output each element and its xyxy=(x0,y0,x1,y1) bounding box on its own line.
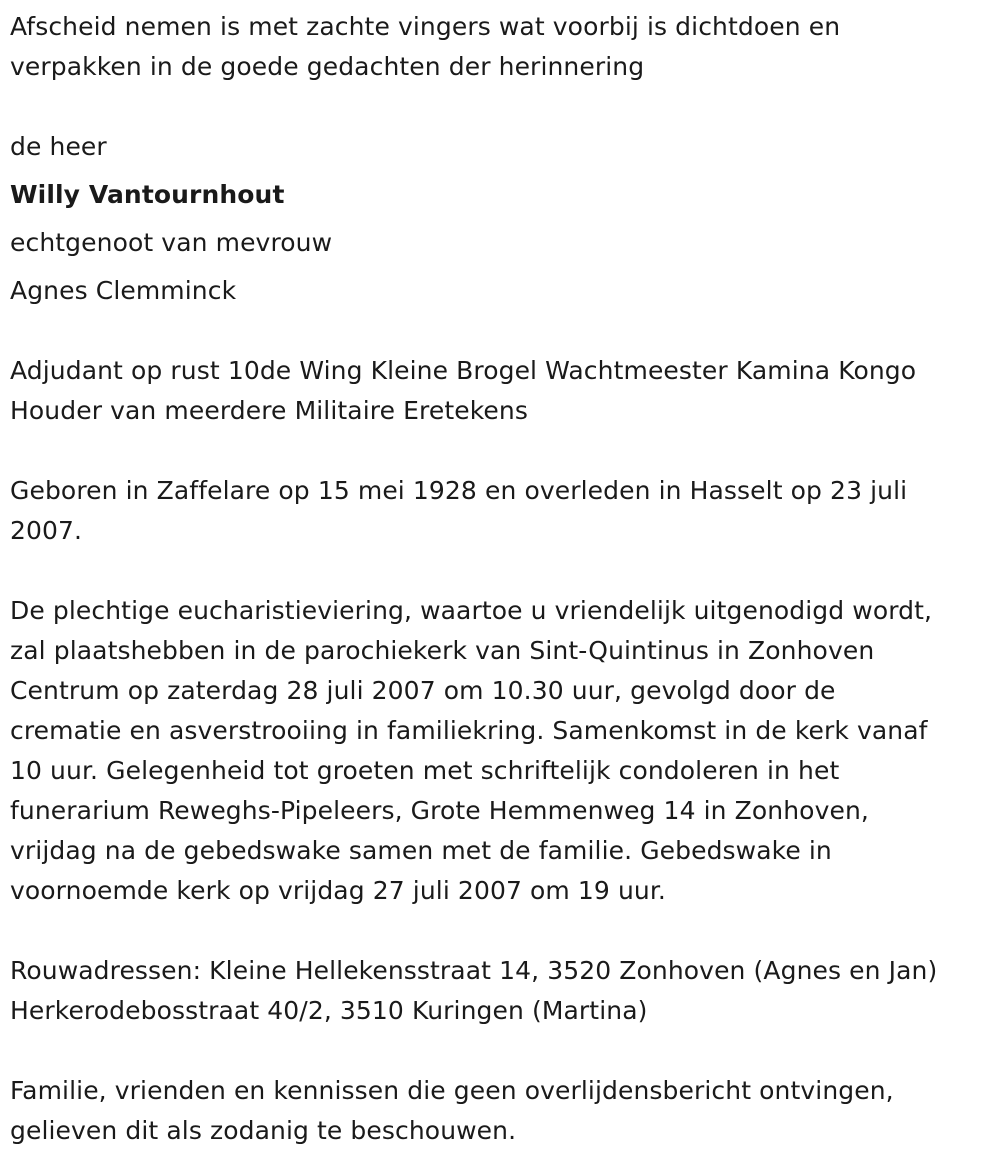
salutation: de heer xyxy=(10,132,107,161)
ceremony-line: zal plaatshebben in de parochiekerk van Sint-Quintinus in Zonhoven xyxy=(10,636,875,665)
ceremony-line: voornoemde kerk op vrijdag 27 juli 2007 om 19 uur. xyxy=(10,876,666,905)
opening-quote xyxy=(10,7,995,87)
address-line: Rouwadressen: Kleine Hellekensstraat 14, 3520 Zonhoven (Agnes en Jan) xyxy=(10,956,938,985)
military-titles xyxy=(10,351,995,431)
birth-death-info xyxy=(10,471,995,551)
spouse-name: Agnes Clemminck xyxy=(10,276,237,305)
title-line: Houder van meerdere Militaire Eretekens xyxy=(10,396,528,425)
spacer xyxy=(10,1031,995,1071)
relation-text: echtgenoot van mevrouw xyxy=(10,228,333,257)
quote-line: verpakken in de goede gedachten der herinnering xyxy=(10,52,645,81)
birth-death-line: Geboren in Zaffelare op 15 mei 1928 en overleden in Hasselt op 23 juli xyxy=(10,476,908,505)
birth-death-line: 2007. xyxy=(10,516,83,545)
obituary-notice xyxy=(10,7,995,1151)
ceremony-line: vrijdag na de gebedswake samen met de familie. Gebedswake in xyxy=(10,836,832,865)
person-block xyxy=(10,127,995,311)
mourning-addresses xyxy=(10,951,995,1031)
address-line: Herkerodebosstraat 40/2, 3510 Kuringen (Martina) xyxy=(10,996,648,1025)
spacer xyxy=(10,87,995,127)
title-line: Adjudant op rust 10de Wing Kleine Brogel Wachtmeester Kamina Kongo xyxy=(10,356,917,385)
closing-line: gelieven dit als zodanig te beschouwen. xyxy=(10,1116,517,1145)
spacer xyxy=(10,551,995,591)
spacer xyxy=(10,311,995,351)
ceremony-line: crematie en asverstrooiing in familiekring. Samenkomst in de kerk vanaf xyxy=(10,716,928,745)
spacer xyxy=(10,431,995,471)
closing-line: Familie, vrienden en kennissen die geen overlijdensbericht ontvingen, xyxy=(10,1076,894,1105)
ceremony-line: funerarium Reweghs-Pipeleers, Grote Hemmenweg 14 in Zonhoven, xyxy=(10,796,869,825)
ceremony-line: Centrum op zaterdag 28 juli 2007 om 10.30 uur, gevolgd door de xyxy=(10,676,836,705)
quote-line: Afscheid nemen is met zachte vingers wat voorbij is dichtdoen en xyxy=(10,12,841,41)
ceremony-info xyxy=(10,591,995,911)
closing-note xyxy=(10,1071,995,1151)
deceased-name: Willy Vantournhout xyxy=(10,180,285,209)
ceremony-line: De plechtige eucharistieviering, waartoe u vriendelijk uitgenodigd wordt, xyxy=(10,596,933,625)
spacer xyxy=(10,911,995,951)
ceremony-line: 10 uur. Gelegenheid tot groeten met schriftelijk condoleren in het xyxy=(10,756,840,785)
